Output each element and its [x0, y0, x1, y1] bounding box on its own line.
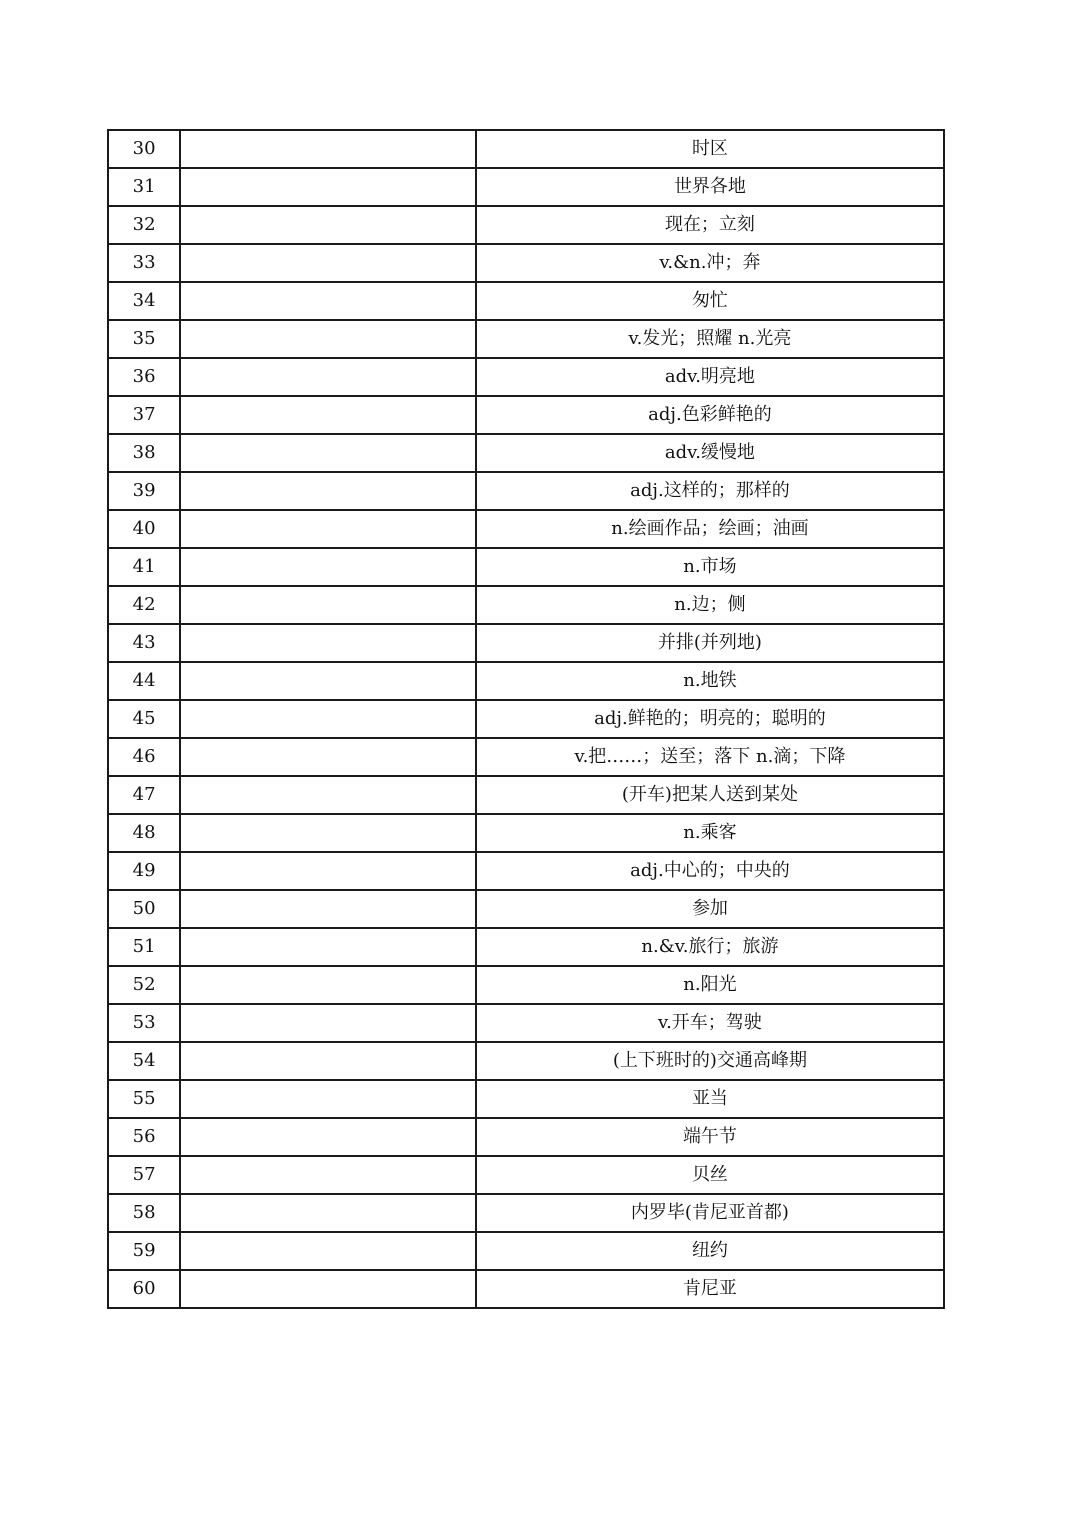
- meaning-cell: 亚当: [476, 1080, 944, 1118]
- meaning-cell: n.市场: [476, 548, 944, 586]
- table-row: [108, 1270, 944, 1308]
- row-number: 30: [108, 130, 180, 168]
- row-number: 44: [108, 662, 180, 700]
- answer-blank-cell: [180, 282, 476, 320]
- row-number: 31: [108, 168, 180, 206]
- table-row: [108, 1156, 944, 1194]
- row-number: 40: [108, 510, 180, 548]
- row-number: 59: [108, 1232, 180, 1270]
- meaning-cell: n.乘客: [476, 814, 944, 852]
- meaning-cell: n.&v.旅行；旅游: [476, 928, 944, 966]
- table-row: [108, 320, 944, 358]
- meaning-cell: adj.这样的；那样的: [476, 472, 944, 510]
- row-number: 50: [108, 890, 180, 928]
- answer-blank-cell: [180, 890, 476, 928]
- answer-blank-cell: [180, 1232, 476, 1270]
- table-row: [108, 130, 944, 168]
- answer-blank-cell: [180, 244, 476, 282]
- answer-blank-cell: [180, 586, 476, 624]
- row-number: 60: [108, 1270, 180, 1308]
- answer-blank-cell: [180, 206, 476, 244]
- meaning-cell: n.阳光: [476, 966, 944, 1004]
- answer-blank-cell: [180, 928, 476, 966]
- row-number: 58: [108, 1194, 180, 1232]
- answer-blank-cell: [180, 130, 476, 168]
- table-row: [108, 738, 944, 776]
- table-row: [108, 1004, 944, 1042]
- table-row: [108, 434, 944, 472]
- answer-blank-cell: [180, 1042, 476, 1080]
- table-row: [108, 1232, 944, 1270]
- table-row: [108, 814, 944, 852]
- meaning-cell: 世界各地: [476, 168, 944, 206]
- meaning-cell: n.边；侧: [476, 586, 944, 624]
- answer-blank-cell: [180, 168, 476, 206]
- answer-blank-cell: [180, 814, 476, 852]
- meaning-cell: n.绘画作品；绘画；油画: [476, 510, 944, 548]
- table-row: [108, 244, 944, 282]
- answer-blank-cell: [180, 510, 476, 548]
- answer-blank-cell: [180, 434, 476, 472]
- answer-blank-cell: [180, 776, 476, 814]
- meaning-cell: 现在；立刻: [476, 206, 944, 244]
- vocabulary-table: [107, 129, 945, 1309]
- meaning-cell: 肯尼亚: [476, 1270, 944, 1308]
- table-row: [108, 206, 944, 244]
- row-number: 52: [108, 966, 180, 1004]
- row-number: 53: [108, 1004, 180, 1042]
- meaning-cell: v.发光；照耀 n.光亮: [476, 320, 944, 358]
- meaning-cell: 端午节: [476, 1118, 944, 1156]
- table-row: [108, 928, 944, 966]
- answer-blank-cell: [180, 1194, 476, 1232]
- table-row: [108, 852, 944, 890]
- table-row: [108, 624, 944, 662]
- answer-blank-cell: [180, 1080, 476, 1118]
- row-number: 48: [108, 814, 180, 852]
- row-number: 49: [108, 852, 180, 890]
- table-row: [108, 168, 944, 206]
- row-number: 43: [108, 624, 180, 662]
- table-row: [108, 548, 944, 586]
- answer-blank-cell: [180, 320, 476, 358]
- meaning-cell: 内罗毕(肯尼亚首都): [476, 1194, 944, 1232]
- table-row: [108, 662, 944, 700]
- vocabulary-table-body: [108, 130, 944, 1308]
- table-row: [108, 966, 944, 1004]
- row-number: 45: [108, 700, 180, 738]
- meaning-cell: adv.明亮地: [476, 358, 944, 396]
- meaning-cell: 并排(并列地): [476, 624, 944, 662]
- meaning-cell: n.地铁: [476, 662, 944, 700]
- answer-blank-cell: [180, 1156, 476, 1194]
- answer-blank-cell: [180, 700, 476, 738]
- answer-blank-cell: [180, 738, 476, 776]
- table-row: [108, 282, 944, 320]
- meaning-cell: v.把……；送至；落下 n.滴；下降: [476, 738, 944, 776]
- row-number: 56: [108, 1118, 180, 1156]
- meaning-cell: v.开车；驾驶: [476, 1004, 944, 1042]
- row-number: 35: [108, 320, 180, 358]
- answer-blank-cell: [180, 358, 476, 396]
- row-number: 41: [108, 548, 180, 586]
- answer-blank-cell: [180, 472, 476, 510]
- meaning-cell: 时区: [476, 130, 944, 168]
- row-number: 34: [108, 282, 180, 320]
- meaning-cell: adj.中心的；中央的: [476, 852, 944, 890]
- answer-blank-cell: [180, 624, 476, 662]
- answer-blank-cell: [180, 966, 476, 1004]
- answer-blank-cell: [180, 1118, 476, 1156]
- row-number: 42: [108, 586, 180, 624]
- meaning-cell: (开车)把某人送到某处: [476, 776, 944, 814]
- row-number: 51: [108, 928, 180, 966]
- meaning-cell: adj.鲜艳的；明亮的；聪明的: [476, 700, 944, 738]
- table-row: [108, 700, 944, 738]
- row-number: 38: [108, 434, 180, 472]
- row-number: 55: [108, 1080, 180, 1118]
- meaning-cell: 匆忙: [476, 282, 944, 320]
- table-row: [108, 396, 944, 434]
- row-number: 57: [108, 1156, 180, 1194]
- answer-blank-cell: [180, 396, 476, 434]
- table-row: [108, 1194, 944, 1232]
- row-number: 39: [108, 472, 180, 510]
- row-number: 33: [108, 244, 180, 282]
- meaning-cell: 贝丝: [476, 1156, 944, 1194]
- answer-blank-cell: [180, 1004, 476, 1042]
- row-number: 47: [108, 776, 180, 814]
- table-row: [108, 1080, 944, 1118]
- meaning-cell: 纽约: [476, 1232, 944, 1270]
- answer-blank-cell: [180, 548, 476, 586]
- row-number: 32: [108, 206, 180, 244]
- table-row: [108, 890, 944, 928]
- meaning-cell: (上下班时的)交通高峰期: [476, 1042, 944, 1080]
- table-row: [108, 586, 944, 624]
- table-row: [108, 1042, 944, 1080]
- meaning-cell: adv.缓慢地: [476, 434, 944, 472]
- table-row: [108, 358, 944, 396]
- meaning-cell: adj.色彩鲜艳的: [476, 396, 944, 434]
- answer-blank-cell: [180, 1270, 476, 1308]
- row-number: 37: [108, 396, 180, 434]
- row-number: 46: [108, 738, 180, 776]
- table-row: [108, 1118, 944, 1156]
- meaning-cell: v.&n.冲；奔: [476, 244, 944, 282]
- meaning-cell: 参加: [476, 890, 944, 928]
- row-number: 36: [108, 358, 180, 396]
- answer-blank-cell: [180, 662, 476, 700]
- row-number: 54: [108, 1042, 180, 1080]
- answer-blank-cell: [180, 852, 476, 890]
- table-row: [108, 776, 944, 814]
- table-row: [108, 472, 944, 510]
- table-row: [108, 510, 944, 548]
